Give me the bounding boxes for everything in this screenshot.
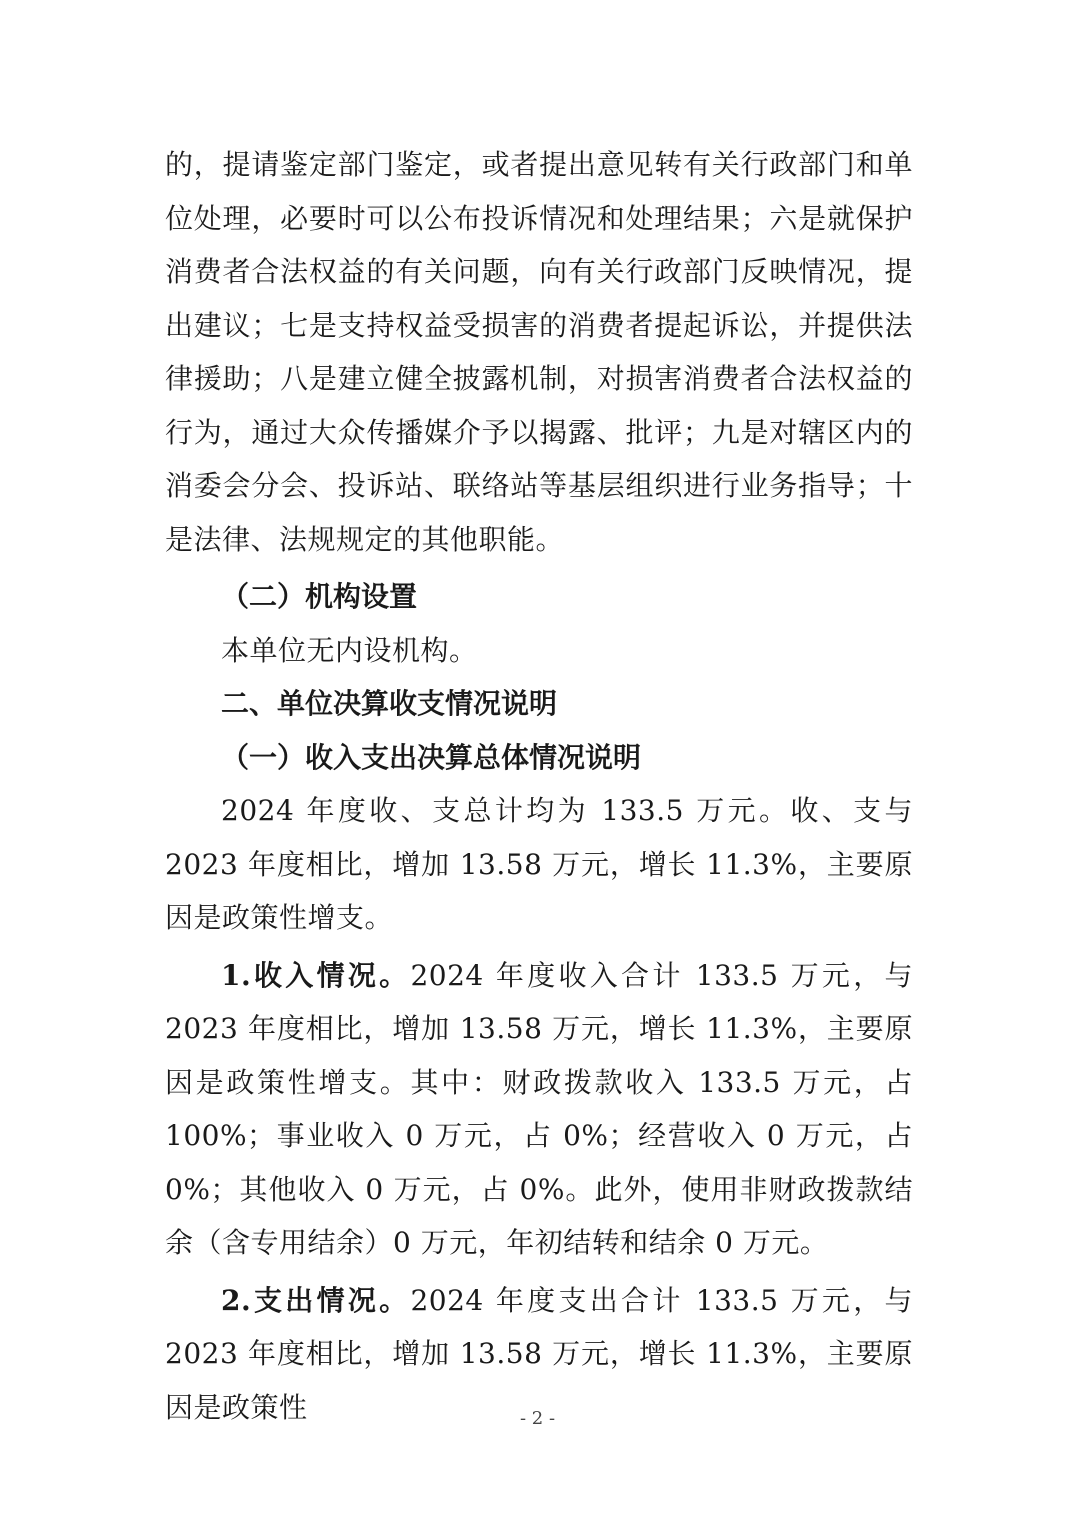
expense-lead: 2.支出情况。 (221, 1283, 411, 1317)
page-content (165, 138, 913, 1434)
heading-section-2: 二、单位决算收支情况说明 (221, 687, 558, 720)
paragraph-functions-continued: 的，提请鉴定部门鉴定，或者提出意见转有关行政部门和单位处理，必要时可以公布投诉情况和处理结果；六是就保护消费者合法权益的有关问题，向有关行政部门反映情况，提出建议；七是支持权益受损害的消费者提起诉讼，并提供法律援助；八是建立健全披露机制，对损害消费者合法权益的行为，通过大众传播媒介予以揭露、批评；九是对辖区内的消委会分会、投诉站、联络站等基层组织进行业务指导；十是法律、法规规定的其他职能。 (165, 148, 913, 556)
heading-overall-summary: （一）收入支出决算总体情况说明 (221, 740, 642, 774)
paragraph-overall-summary: 2024 年度收、支总计均为 133.5 万元。收、支与 2023 年度相比，增加 13.58 万元，增长 11.3%，主要原因是政策性增支。 (165, 794, 913, 934)
income-lead: 1.收入情况。 (221, 958, 411, 992)
paragraph-organization: 本单位无内设机构。 (221, 633, 478, 667)
expense-body: 2024 年度支出合计 133.5 万元，与 2023 年度相比，增加 13.58 万元，增长 11.3%，主要原因是政策性 (165, 1283, 913, 1424)
income-body: 2024 年度收入合计 133.5 万元，与 2023 年度相比，增加 13.58 万元，增长 11.3%，主要原因是政策性增支。其中：财政拨款收入 133.5 万元，占 100%；事业收入 0 万元，占 0%；经营收入 0 万元，占 0%；其他收入 0 万元，占 0%。此外，使用非财政拨款结余（含专用结余）0 万元，年初结转和结余 0 万元。 (165, 958, 913, 1259)
heading-organization-setup: （二）机构设置 (221, 580, 418, 613)
paragraph-income (165, 949, 913, 1270)
page-number: - 2 - (519, 1408, 556, 1429)
